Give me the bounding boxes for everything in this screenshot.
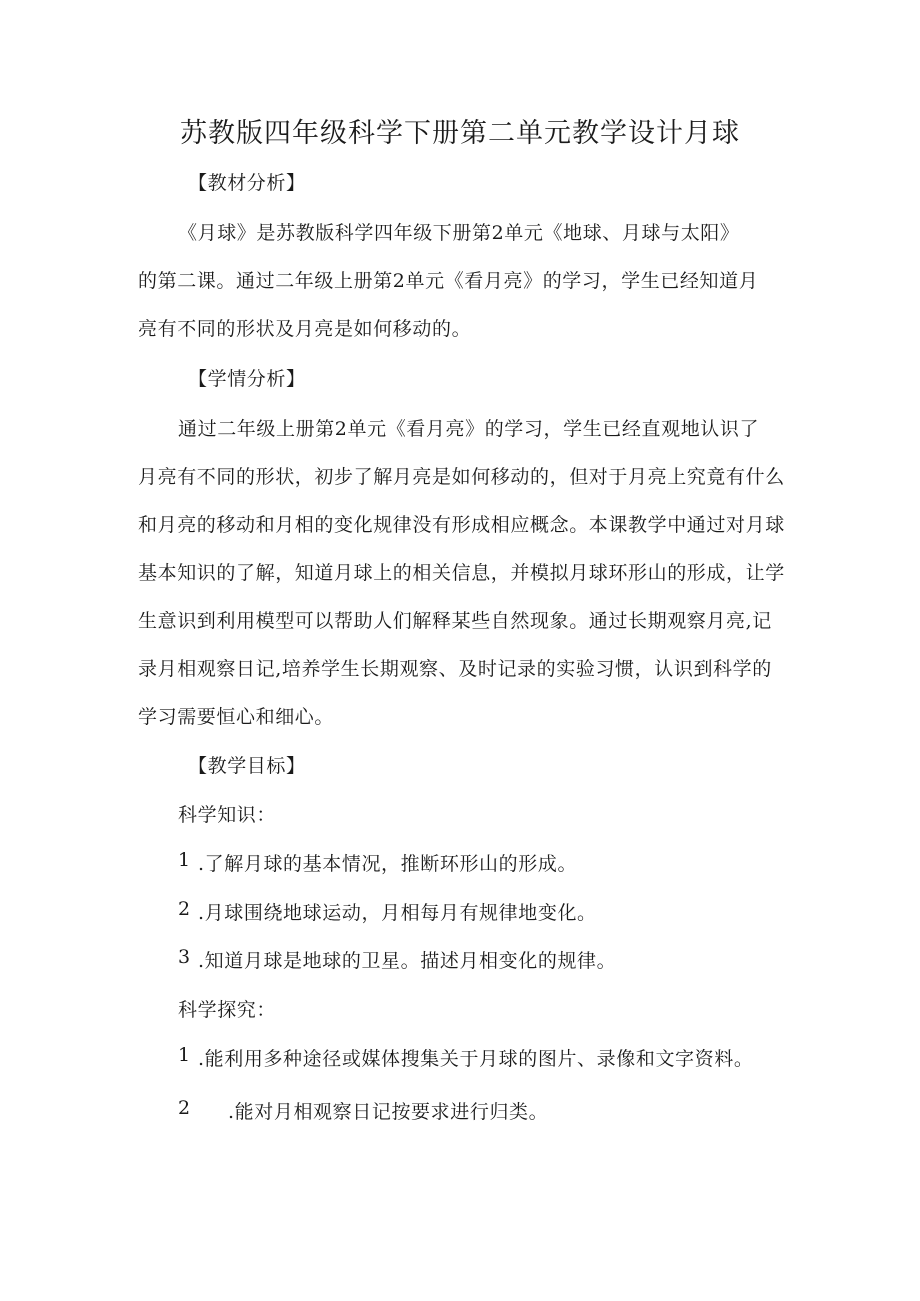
section-heading-textbook-analysis: 【教材分析】 [188, 172, 306, 194]
paragraph-line: 《月球》是苏教版科学四年级下册第2单元《地球、月球与太阳》 [178, 222, 740, 244]
paragraph-line: 基本知识的了解，知道月球上的相关信息，并模拟月球环形山的形成，让学 [138, 562, 785, 584]
list-item-text: .能利用多种途径或媒体搜集关于月球的图片、录像和文字资料。 [198, 1048, 754, 1070]
document-title: 苏教版四年级科学下册第二单元教学设计月球 [180, 118, 740, 149]
paragraph-line: 学习需要恒心和细心。 [138, 706, 335, 728]
paragraph-line: 亮有不同的形状及月亮是如何移动的。 [138, 318, 472, 340]
paragraph-line: 生意识到利用模型可以帮助人们解释某些自然现象。通过长期观察月亮,记 [138, 610, 772, 632]
list-item-text: .知道月球是地球的卫星。描述月相变化的规律。 [198, 950, 617, 972]
paragraph-line: 的第二课。通过二年级上册第2单元《看月亮》的学习，学生已经知道月 [138, 270, 759, 292]
subsection-label-science-knowledge: 科学知识： [178, 804, 277, 826]
list-item-number: 1 [178, 849, 191, 871]
paragraph-line: 录月相观察日记,培养学生长期观察、及时记录的实验习惯，认识到科学的 [138, 658, 772, 680]
list-item-text: .能对月相观察日记按要求进行归类。 [228, 1101, 549, 1123]
list-item-number: 1 [178, 1044, 191, 1066]
paragraph-line: 通过二年级上册第2单元《看月亮》的学习，学生已经直观地认识了 [178, 418, 760, 440]
list-item-number: 2 [178, 898, 191, 920]
section-heading-student-analysis: 【学情分析】 [188, 368, 306, 390]
list-item-text: .了解月球的基本情况，推断环形山的形成。 [198, 853, 578, 875]
section-heading-teaching-goals: 【教学目标】 [188, 755, 306, 777]
subsection-label-science-inquiry: 科学探究： [178, 999, 277, 1021]
list-item-number: 2 [178, 1097, 191, 1119]
list-item-number: 3 [178, 946, 191, 968]
list-item-text: .月球围绕地球运动，月相每月有规律地变化。 [198, 902, 597, 924]
paragraph-line: 和月亮的移动和月相的变化规律没有形成相应概念。本课教学中通过对月球 [138, 514, 785, 536]
paragraph-line: 月亮有不同的形状，初步了解月亮是如何移动的，但对于月亮上究竟有什么 [138, 466, 785, 488]
